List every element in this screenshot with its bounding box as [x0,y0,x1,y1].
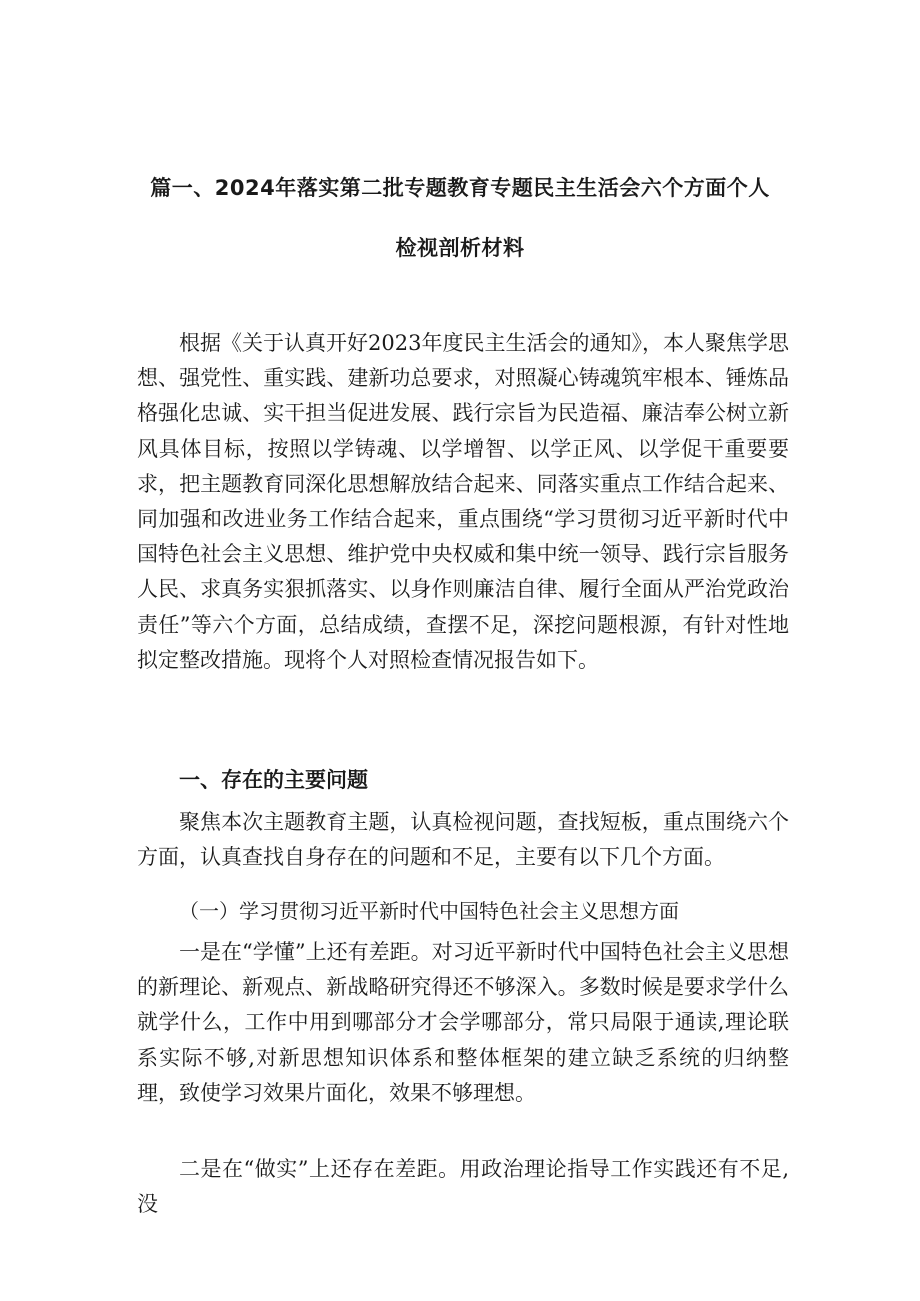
point-paragraph-2: 二是在“做实”上还存在差距。用政治理论指导工作实践还有不足,没 [137,1157,789,1217]
document-title-line-1: 篇一、2024年落实第二批专题教育专题民主生活会六个方面个人 [150,176,770,200]
point-paragraph-1: 一是在“学懂”上还有差距。对习近平新时代中国特色社会主义思想的新理论、新观点、新战略研究得还不够深入。多数时候是要求学什么就学什么，工作中用到哪部分才会学哪部分，常只局限于通读,理论联系实际不够,对新思想知识体系和整体框架的建立缺乏系统的归纳整理，致使学习效果片面化，效果不够理想。 [137,940,789,1105]
document-title-line-2: 检视剖析材料 [395,236,525,260]
intro-paragraph: 根据《关于认真开好2023年度民主生活会的通知》，本人聚焦学思想、强党性、重实践、建新功总要求，对照凝心铸魂筑牢根本、锤炼品格强化忠诚、实干担当促进发展、践行宗旨为民造福、廉洁奉公树立新风具体目标，按照以学铸魂、以学增智、以学正风、以学促干重要要求，把主题教育同深化思想解放结合起来、同落实重点工作结合起来、同加强和改进业务工作结合起来，重点围绕“学习贯彻习近平新时代中国特色社会主义思想、维护党中央权威和集中统一领导、践行宗旨服务人民、求真务实狠抓落实、以身作则廉洁自律、履行全面从严治党政治责任”等六个方面，总结成绩，查摆不足，深挖问题根源，有针对性地拟定整改措施。现将个人对照检查情况报告如下。 [137,331,789,672]
section-heading-main-problems: 一、存在的主要问题 [179,768,368,792]
subsection-heading: （一）学习贯彻习近平新时代中国特色社会主义思想方面 [179,899,679,923]
section-paragraph: 聚焦本次主题教育主题，认真检视问题，查找短板，重点围绕六个方面，认真查找自身存在的问题和不足，主要有以下几个方面。 [137,810,789,870]
